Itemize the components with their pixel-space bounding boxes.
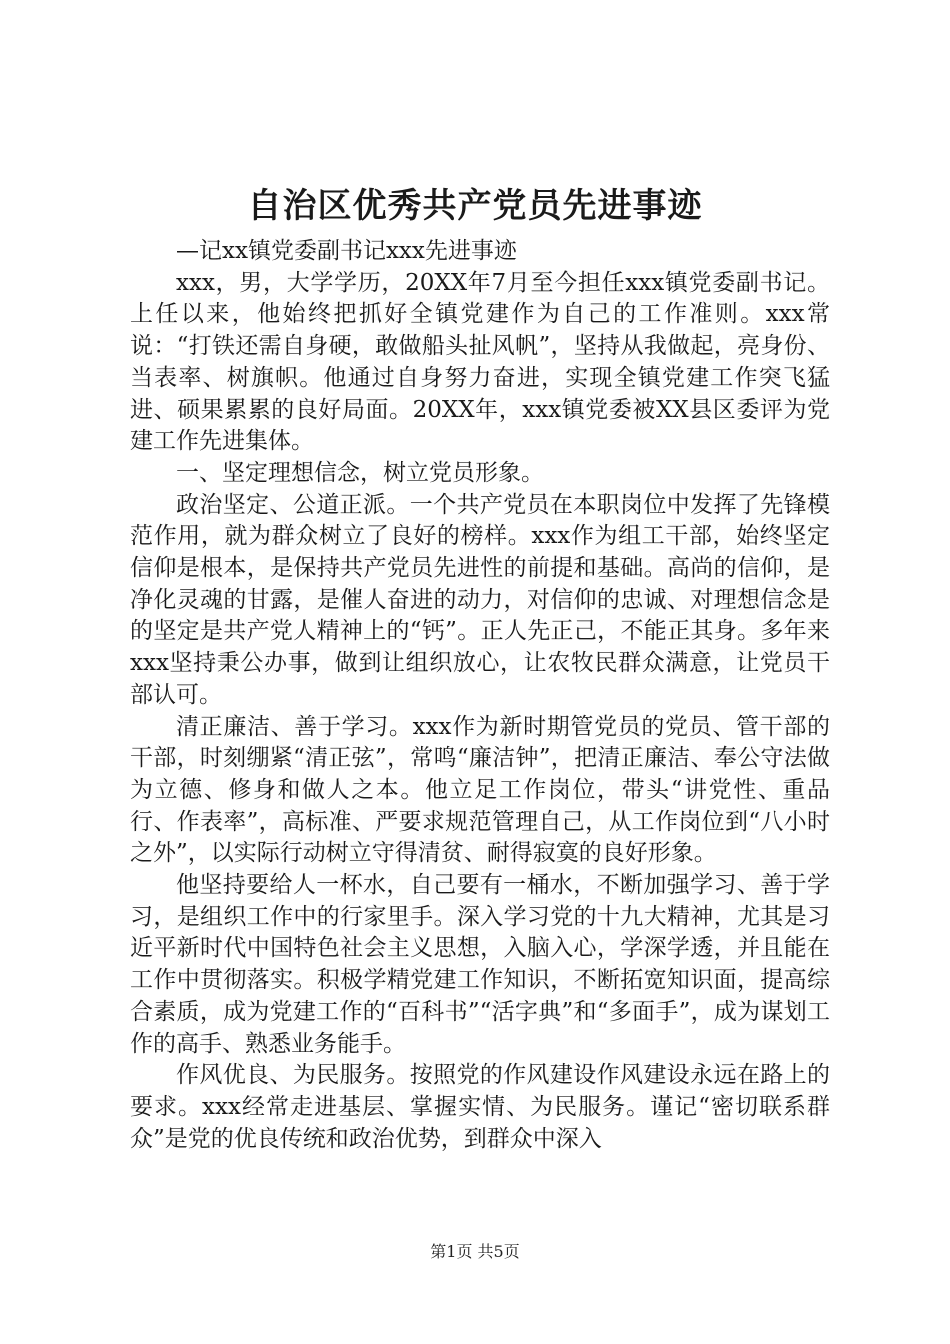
subtitle-paragraph: —记xx镇党委副书记xxx先进事迹 <box>176 238 517 264</box>
page-footer: 第1页 共5页 <box>430 1242 520 1261</box>
body-paragraph: xxx，男，大学学历，20XX年7月至今担任xxx镇党委副书记。上任以来，他始终把抓好全镇党建作为自己的工作准则。xxx常说：“打铁还需自身硬，敢做船头扯风帆”，坚持从我做起，亮身份、当表率、树旗帜。他通过自身努力奋进，实现全镇党建工作突飞猛进、硕果累累的良好局面。20XX年，xxx镇党委被XX县区委评为党建工作先进集体。 <box>130 269 830 455</box>
body-paragraph: 政治坚定、公道正派。一个共产党员在本职岗位中发挥了先锋模范作用，就为群众树立了良好的榜样。xxx作为组工干部，始终坚定信仰是根本，是保持共产党员先进性的前提和基础。高尚的信仰，是净化灵魂的甘露，是催人奋进的动力，对信仰的忠诚、对理想信念是的坚定是共产党人精神上的“钙”。正人先正己，不能正其身。多年来xxx坚持秉公办事，做到让组织放心，让农牧民群众满意，让党员干部认可。 <box>130 491 830 708</box>
body-paragraph: 清正廉洁、善于学习。xxx作为新时期管党员的党员、管干部的干部，时刻绷紧“清正弦”，常鸣“廉洁钟”，把清正廉洁、奉公守法做为立德、修身和做人之本。他立足工作岗位，带头“讲党性、重品行、作表率”，高标准、严要求规范管理自己，从工作岗位到“八小时之外”，以实际行动树立守得清贫、耐得寂寞的良好形象。 <box>130 713 830 867</box>
document-body <box>130 236 830 1155</box>
section-heading: 一、坚定理想信念，树立党员形象。 <box>176 459 544 486</box>
document-title: 自治区优秀共产党员先进事迹 <box>247 186 703 226</box>
body-paragraph: 他坚持要给人一杯水，自己要有一桶水，不断加强学习、善于学习，是组织工作中的行家里手。深入学习党的十九大精神，尤其是习近平新时代中国特色社会主义思想，入脑入心，学深学透，并且能在工作中贯彻落实。积极学精党建工作知识，不断拓宽知识面，提高综合素质，成为党建工作的“百科书”“活字典”和“多面手”，成为谋划工作的高手、熟悉业务能手。 <box>130 872 830 1057</box>
body-paragraph: 作风优良、为民服务。按照党的作风建设作风建设永远在路上的要求。xxx经常走进基层、掌握实情、为民服务。谨记“密切联系群众”是党的优良传统和政治优势，到群众中深入 <box>130 1062 830 1152</box>
